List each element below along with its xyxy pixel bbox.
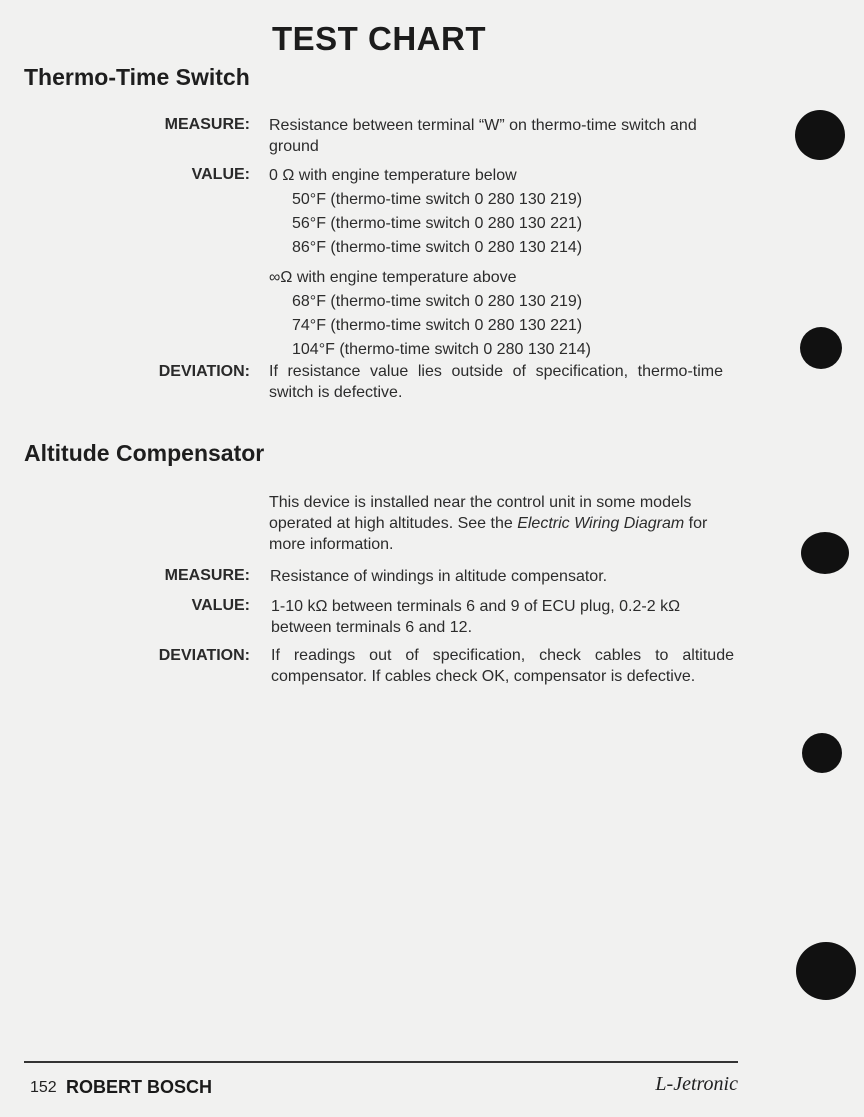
value-block — [269, 164, 737, 362]
intro-text — [269, 492, 737, 555]
value-label: VALUE: — [191, 166, 250, 183]
value-group2-intro: ∞Ω with engine temperature above — [269, 269, 517, 286]
value-line: 68°F (thermo-time switch 0 280 130 219) — [292, 293, 583, 310]
binder-hole — [802, 733, 842, 773]
deviation-label: DEVIATION: — [158, 363, 250, 380]
value-label: VALUE: — [191, 597, 250, 614]
measure-text: Resistance between terminal “W” on thermo-time switch and ground — [269, 117, 697, 155]
footer-rule — [24, 1061, 738, 1063]
value-line: 74°F (thermo-time switch 0 280 130 221) — [292, 317, 583, 334]
deviation-text: If readings out of specification, check cables to altitude compensator. If cables check OK, compensator is defective. — [271, 647, 734, 685]
page-number: 152 — [30, 1079, 57, 1096]
value-text: 1-10 kΩ between terminals 6 and 9 of ECU plug, 0.2-2 kΩ between terminals 6 and 12. — [271, 598, 681, 636]
product-name: L-Jetronic — [655, 1073, 738, 1095]
section-title-altitude-compensator: Altitude Compensator — [24, 440, 265, 466]
value-group1-intro: 0 Ω with engine temperature below — [269, 167, 517, 184]
value-line: 56°F (thermo-time switch 0 280 130 221) — [292, 215, 583, 232]
page-title: TEST CHART — [272, 20, 486, 57]
value-line: 50°F (thermo-time switch 0 280 130 219) — [292, 191, 583, 208]
value-line: 86°F (thermo-time switch 0 280 130 214) — [292, 239, 583, 256]
binder-hole — [796, 942, 856, 1000]
brand-name: ROBERT BOSCH — [66, 1077, 213, 1097]
binder-hole — [795, 110, 845, 160]
value-line: 104°F (thermo-time switch 0 280 130 214) — [292, 341, 591, 358]
intro-text-before: This device is installed near the control unit in some models operated at high altitudes. See the — [269, 494, 692, 532]
section-title-thermo-time-switch: Thermo-Time Switch — [24, 64, 250, 90]
intro-text-after: for more information. — [269, 515, 708, 553]
wiring-diagram-reference: Electric Wiring Diagram — [517, 515, 685, 532]
deviation-label: DEVIATION: — [158, 647, 250, 664]
measure-text: Resistance of windings in altitude compensator. — [270, 568, 608, 585]
binder-hole — [800, 327, 842, 369]
measure-label: MEASURE: — [164, 567, 250, 584]
deviation-text: If resistance value lies outside of specification, thermo-time switch is defective. — [269, 363, 723, 401]
binder-hole — [801, 532, 849, 574]
measure-label: MEASURE: — [164, 116, 250, 133]
